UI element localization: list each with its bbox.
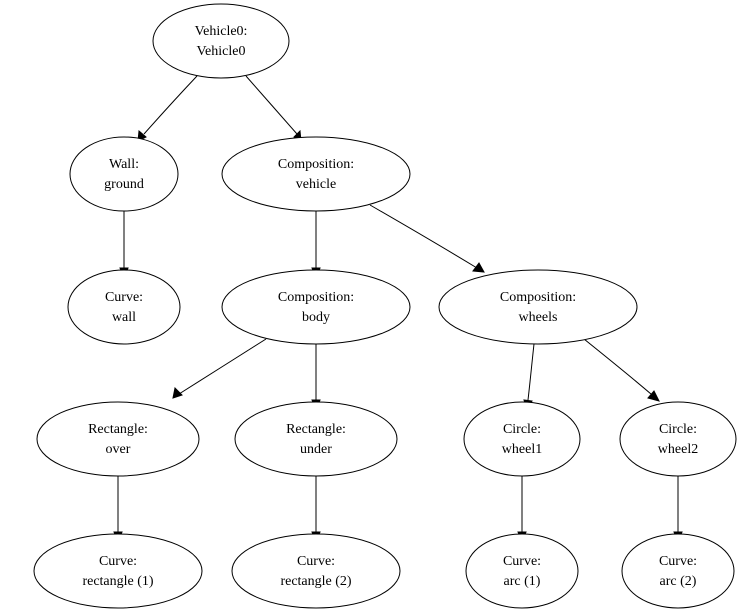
edge-line	[370, 205, 477, 268]
edge-circle_wheel1-to-curve_arc1	[518, 476, 526, 542]
arrowhead-icon	[173, 388, 182, 398]
edge-vehicle0-to-wall_ground	[138, 76, 197, 141]
node-curve_rectangle2[interactable]	[232, 534, 400, 608]
node-label-line1: Curve:	[502, 554, 542, 570]
edge-line	[584, 339, 651, 394]
node-label-line2: Vehicle0	[196, 44, 246, 60]
node-rectangle_under[interactable]	[235, 402, 397, 476]
edge-wall_ground-to-curve_wall	[120, 211, 128, 278]
node-label-line1: Composition:	[499, 290, 577, 306]
node-label-line1: Wall:	[109, 157, 139, 173]
node-shape	[68, 270, 180, 344]
node-composition_body[interactable]	[222, 270, 410, 344]
node-label-line2: vehicle	[295, 177, 337, 193]
edge-rectangle_under-to-curve_rectangle2	[312, 476, 320, 542]
edge-line	[528, 344, 534, 400]
node-shape	[37, 402, 199, 476]
node-label-line2: arc (1)	[503, 574, 541, 590]
node-curve_arc1[interactable]	[466, 534, 578, 608]
node-label-line1: Curve:	[658, 554, 698, 570]
node-label-line1: Rectangle:	[88, 422, 148, 438]
node-shape	[153, 4, 289, 78]
node-label-line2: arc (2)	[659, 574, 697, 590]
edge-line	[246, 76, 297, 134]
node-label-line1: Curve:	[98, 554, 138, 570]
node-curve_wall[interactable]	[68, 270, 180, 344]
node-shape	[222, 137, 410, 211]
node-shape	[70, 137, 178, 211]
node-label-line1: Circle:	[658, 422, 698, 438]
node-label-line1: Circle:	[502, 422, 542, 438]
edge-composition_vehicle-to-composition_body	[312, 211, 320, 278]
node-shape	[622, 534, 734, 608]
node-label-line1: Curve:	[104, 290, 144, 306]
node-label-line2: wheel2	[657, 442, 699, 458]
node-shape	[466, 534, 578, 608]
node-label-line2: ground	[104, 177, 144, 193]
nodes-layer	[34, 4, 736, 608]
node-composition_wheels[interactable]	[439, 270, 637, 344]
edge-composition_wheels-to-circle_wheel1	[524, 344, 534, 410]
node-label-line1: Curve:	[296, 554, 336, 570]
node-shape	[464, 402, 580, 476]
node-label-line1: Composition:	[277, 157, 355, 173]
node-label-line2: body	[302, 310, 330, 326]
node-label-line2: under	[300, 442, 332, 458]
node-shape	[439, 270, 637, 344]
node-label-line1: Composition:	[277, 290, 355, 306]
node-circle_wheel2[interactable]	[620, 402, 736, 476]
node-label-line1: Vehicle0:	[194, 24, 248, 40]
arrowhead-icon	[473, 263, 484, 272]
edge-composition_wheels-to-circle_wheel2	[584, 339, 659, 401]
node-label-line2: over	[105, 442, 131, 458]
node-shape	[222, 270, 410, 344]
node-shape	[235, 402, 397, 476]
node-shape	[34, 534, 202, 608]
node-circle_wheel1[interactable]	[464, 402, 580, 476]
edge-composition_body-to-rectangle_over	[173, 339, 266, 398]
node-label-line2: wheels	[518, 310, 558, 326]
node-rectangle_over[interactable]	[37, 402, 199, 476]
node-composition_vehicle[interactable]	[222, 137, 410, 211]
node-label-line2: wall	[111, 310, 137, 326]
node-curve_rectangle1[interactable]	[34, 534, 202, 608]
node-label-line2: wheel1	[501, 442, 543, 458]
edge-vehicle0-to-composition_vehicle	[246, 76, 301, 141]
node-shape	[620, 402, 736, 476]
edge-line	[179, 339, 266, 394]
node-curve_arc2[interactable]	[622, 534, 734, 608]
node-label-line2: rectangle (1)	[82, 574, 154, 590]
edge-line	[144, 76, 197, 134]
node-wall_ground[interactable]	[70, 137, 178, 211]
node-vehicle0[interactable]	[153, 4, 289, 78]
node-shape	[232, 534, 400, 608]
edge-rectangle_over-to-curve_rectangle1	[114, 476, 122, 542]
edge-circle_wheel2-to-curve_arc2	[674, 476, 682, 542]
node-label-line1: Rectangle:	[286, 422, 346, 438]
edge-composition_vehicle-to-composition_wheels	[370, 205, 484, 272]
edge-composition_body-to-rectangle_under	[312, 344, 320, 410]
node-label-line2: rectangle (2)	[280, 574, 352, 590]
